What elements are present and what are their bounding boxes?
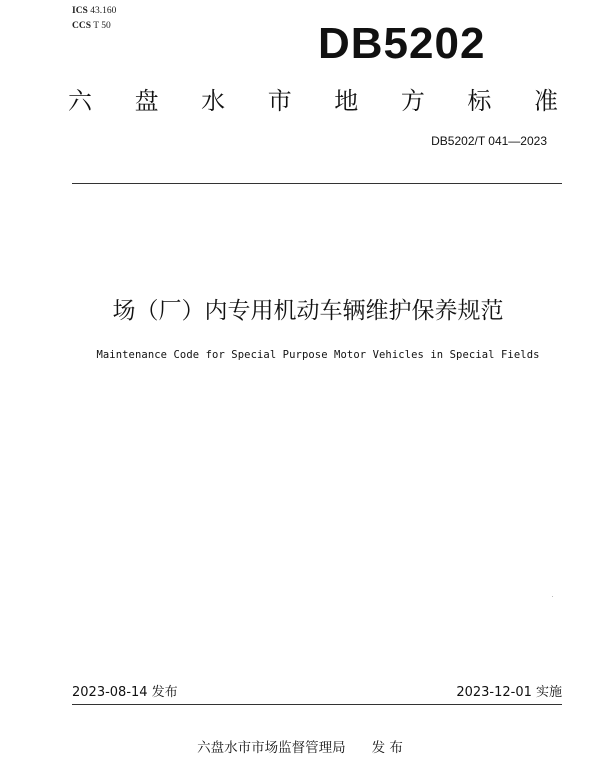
top-divider [72,183,562,184]
issue-date: 2023-08-14 发布 [72,685,178,700]
implementation-date: 2023-12-01 实施 [456,685,562,700]
standard-level-char: 准 [533,87,558,115]
ics-code: 43.160 [90,6,117,16]
standard-level-char: 六 [68,87,92,115]
standard-level-heading [68,84,558,118]
db-standard-logo: DB5202 [318,19,486,68]
standard-level-char: 盘 [134,87,159,115]
ics-classification [72,4,116,18]
ccs-label: CCS [72,21,92,31]
standard-level-char: 水 [201,87,226,115]
scan-speck [552,596,553,597]
standard-level-char: 标 [467,87,492,115]
document-title-english: Maintenance Code for Special Purpose Motor Vehicles in Special Fields [96,349,540,361]
ics-label: ICS [72,6,88,16]
bottom-divider [72,704,562,705]
document-title-chinese: 场（厂）内专用机动车辆维护保养规范 [112,298,504,324]
standard-level-char: 地 [334,87,359,115]
standard-number: DB5202/T 041—2023 [431,134,547,148]
issuer-action: 发 布 [371,740,403,756]
standard-level-char: 市 [267,87,292,115]
ccs-classification [72,19,111,33]
issuing-authority [0,738,600,758]
ccs-code: T 50 [93,21,111,31]
issuer-name: 六盘水市市场监督管理局 [197,740,346,756]
standard-level-char: 方 [400,87,425,115]
